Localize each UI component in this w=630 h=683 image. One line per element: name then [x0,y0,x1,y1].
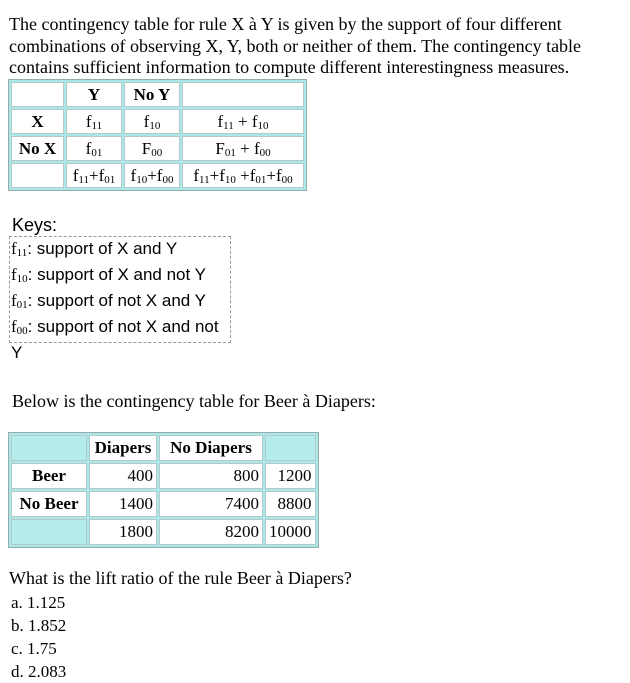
keys-box [9,236,231,362]
table-footer-row [11,519,316,545]
key-item-f10: $f_{10}$: support of X and not Y [11,265,206,285]
table-row [11,491,316,517]
option-d[interactable]: d. 2.083 [11,662,67,681]
corner-cell [11,82,64,107]
cell-row-total-no-x: $F_{01} + f_{00}$ [182,136,304,161]
corner-cell [11,435,87,461]
intro-paragraph: The contingency table for rule X à Y is given by the support of four different combinations of observing X, Y, both or neither of them. The contingency table contains sufficient information to compute different interestingness measures. [9,14,582,77]
cell-no-beer-total: 8800 [265,491,316,517]
row-header-no-x: No X [11,136,64,161]
table-footer-row [11,163,304,188]
cell-no-beer-diapers: 1400 [89,491,157,517]
col-header-total [265,435,316,461]
option-b[interactable]: b. 1.852 [11,616,67,635]
row-header-no-beer: No Beer [11,491,87,517]
cell-beer-total: 1200 [265,463,316,489]
table-row [11,136,304,161]
cell-f00: $F_{00}$ [124,136,180,161]
answer-options [11,591,66,683]
footer-empty-cell [11,519,87,545]
contingency-table-general [8,79,307,191]
cell-grand-total: 10000 [265,519,316,545]
option-c[interactable]: c. 1.75 [11,639,57,658]
row-header-x: X [11,109,64,134]
cell-col-total-y: $f_{11}+f_{01}$ [66,163,122,188]
cell-diapers-total: 1800 [89,519,157,545]
beer-diapers-intro: Below is the contingency table for Beer à Diapers: [12,391,376,411]
table-header-row [11,435,316,461]
table-row [11,463,316,489]
key-item-f11: $f_{11}$: support of X and Y [11,239,178,259]
key-item-f01: $f_{01}$: support of not X and Y [11,291,206,311]
col-header-no-y: No Y [124,82,180,107]
footer-empty-cell [11,163,64,188]
contingency-table-beer-diapers [8,432,319,548]
cell-beer-no-diapers: 800 [159,463,263,489]
key-item-f00: $f_{00}$: support of not X and not Y [11,317,219,362]
cell-no-diapers-total: 8200 [159,519,263,545]
cell-no-beer-no-diapers: 7400 [159,491,263,517]
cell-f11: $f_{11}$ [66,109,122,134]
cell-grand-total: $f_{11}+f_{10} +f_{01}+f_{00}$ [182,163,304,188]
cell-col-total-no-y: $f_{10}+f_{00}$ [124,163,180,188]
table-row [11,109,304,134]
option-a[interactable]: a. 1.125 [11,593,66,612]
question-text: What is the lift ratio of the rule Beer à Diapers? [9,568,352,588]
col-header-diapers: Diapers [89,435,157,461]
cell-f01: $f_{01}$ [66,136,122,161]
table-header-row [11,82,304,107]
keys-label: Keys: [12,215,58,235]
cell-beer-diapers: 400 [89,463,157,489]
row-header-beer: Beer [11,463,87,489]
col-header-total [182,82,304,107]
col-header-y: Y [66,82,122,107]
col-header-no-diapers: No Diapers [159,435,263,461]
cell-f10: $f_{10}$ [124,109,180,134]
cell-row-total-x: $f_{11} + f_{10}$ [182,109,304,134]
